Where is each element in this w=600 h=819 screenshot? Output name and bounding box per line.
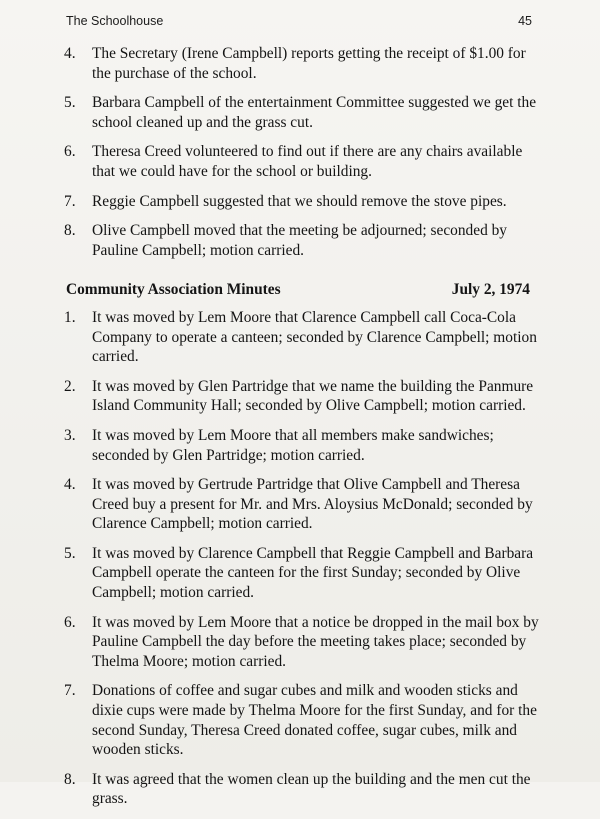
list-item [60, 770, 540, 809]
list-item [60, 544, 540, 603]
item-number: 2. [64, 377, 76, 395]
list-item [60, 221, 540, 260]
item-number: 7. [64, 682, 76, 700]
item-text: The Secretary (Irene Campbell) reports getting the receipt of $1.00 for the purchase of the school. [92, 45, 526, 82]
minutes-list-continued [60, 44, 540, 260]
list-item [60, 681, 540, 759]
item-number: 8. [64, 770, 76, 788]
running-title: The Schoolhouse [66, 14, 164, 28]
list-item [60, 192, 540, 212]
page-number: 45 [518, 14, 532, 28]
section-title: Community Association Minutes [66, 281, 281, 299]
list-item [60, 475, 540, 534]
item-text: Donations of coffee and sugar cubes and milk and wooden sticks and dixie cups were made by Thelma Moore for the first Sunday, and for the second Sunday, Theresa Creed donated coffee, sugar cubes, milk and wooden sticks. [92, 682, 537, 759]
item-text: Barbara Campbell of the entertainment Committee suggested we get the school cleaned up and the grass cut. [92, 94, 537, 131]
list-item [60, 377, 540, 416]
list-item [60, 44, 540, 83]
list-item [60, 426, 540, 465]
list-item [60, 613, 540, 672]
running-header [66, 14, 532, 28]
item-number: 4. [64, 45, 76, 62]
item-number: 5. [64, 544, 76, 562]
item-text: It was moved by Lem Moore that a notice be dropped in the mail box by Pauline Campbell the day before the meeting takes place; seconded by Thelma Moore; motion carried. [92, 613, 539, 670]
item-number: 6. [64, 143, 76, 161]
item-text: It was moved by Clarence Campbell that Reggie Campbell and Barbara Campbell operate the canteen for the first Sunday; seconded by Olive Campbell; motion carried. [92, 544, 534, 602]
item-number: 3. [64, 426, 76, 444]
page-content [60, 44, 540, 819]
item-text: It was agreed that the women clean up the building and the men cut the grass. [92, 770, 531, 808]
community-association-minutes-list [60, 308, 540, 809]
list-item [60, 308, 540, 367]
item-text: Theresa Creed volunteered to find out if there are any chairs available that we could have for the school or building. [92, 143, 523, 180]
item-text: It was moved by Glen Partridge that we name the building the Panmure Island Community Hall; seconded by Olive Campbell; motion carried. [92, 377, 534, 415]
item-number: 1. [64, 308, 76, 326]
list-item [60, 142, 540, 181]
item-text: Reggie Campbell suggested that we should remove the stove pipes. [92, 192, 507, 210]
item-text: It was moved by Lem Moore that all members make sandwiches; seconded by Glen Partridge; motion carried. [92, 426, 494, 464]
item-text: It was moved by Lem Moore that Clarence Campbell call Coca-Cola Company to operate a canteen; seconded by Clarence Campbell; motion carried. [92, 308, 537, 366]
section-date: July 2, 1974 [451, 281, 530, 299]
item-text: It was moved by Gertrude Partridge that Olive Campbell and Theresa Creed buy a present for Mr. and Mrs. Aloysius McDonald; seconded by Clarence Campbell; motion carried. [92, 476, 533, 533]
section-heading [66, 280, 540, 300]
item-number: 8. [64, 222, 76, 240]
item-number: 4. [64, 476, 76, 494]
item-text: Olive Campbell moved that the meeting be adjourned; seconded by Pauline Campbell; motion carried. [92, 222, 508, 259]
item-number: 5. [64, 94, 76, 112]
list-item [60, 93, 540, 132]
item-number: 7. [64, 192, 76, 210]
item-number: 6. [64, 613, 76, 631]
